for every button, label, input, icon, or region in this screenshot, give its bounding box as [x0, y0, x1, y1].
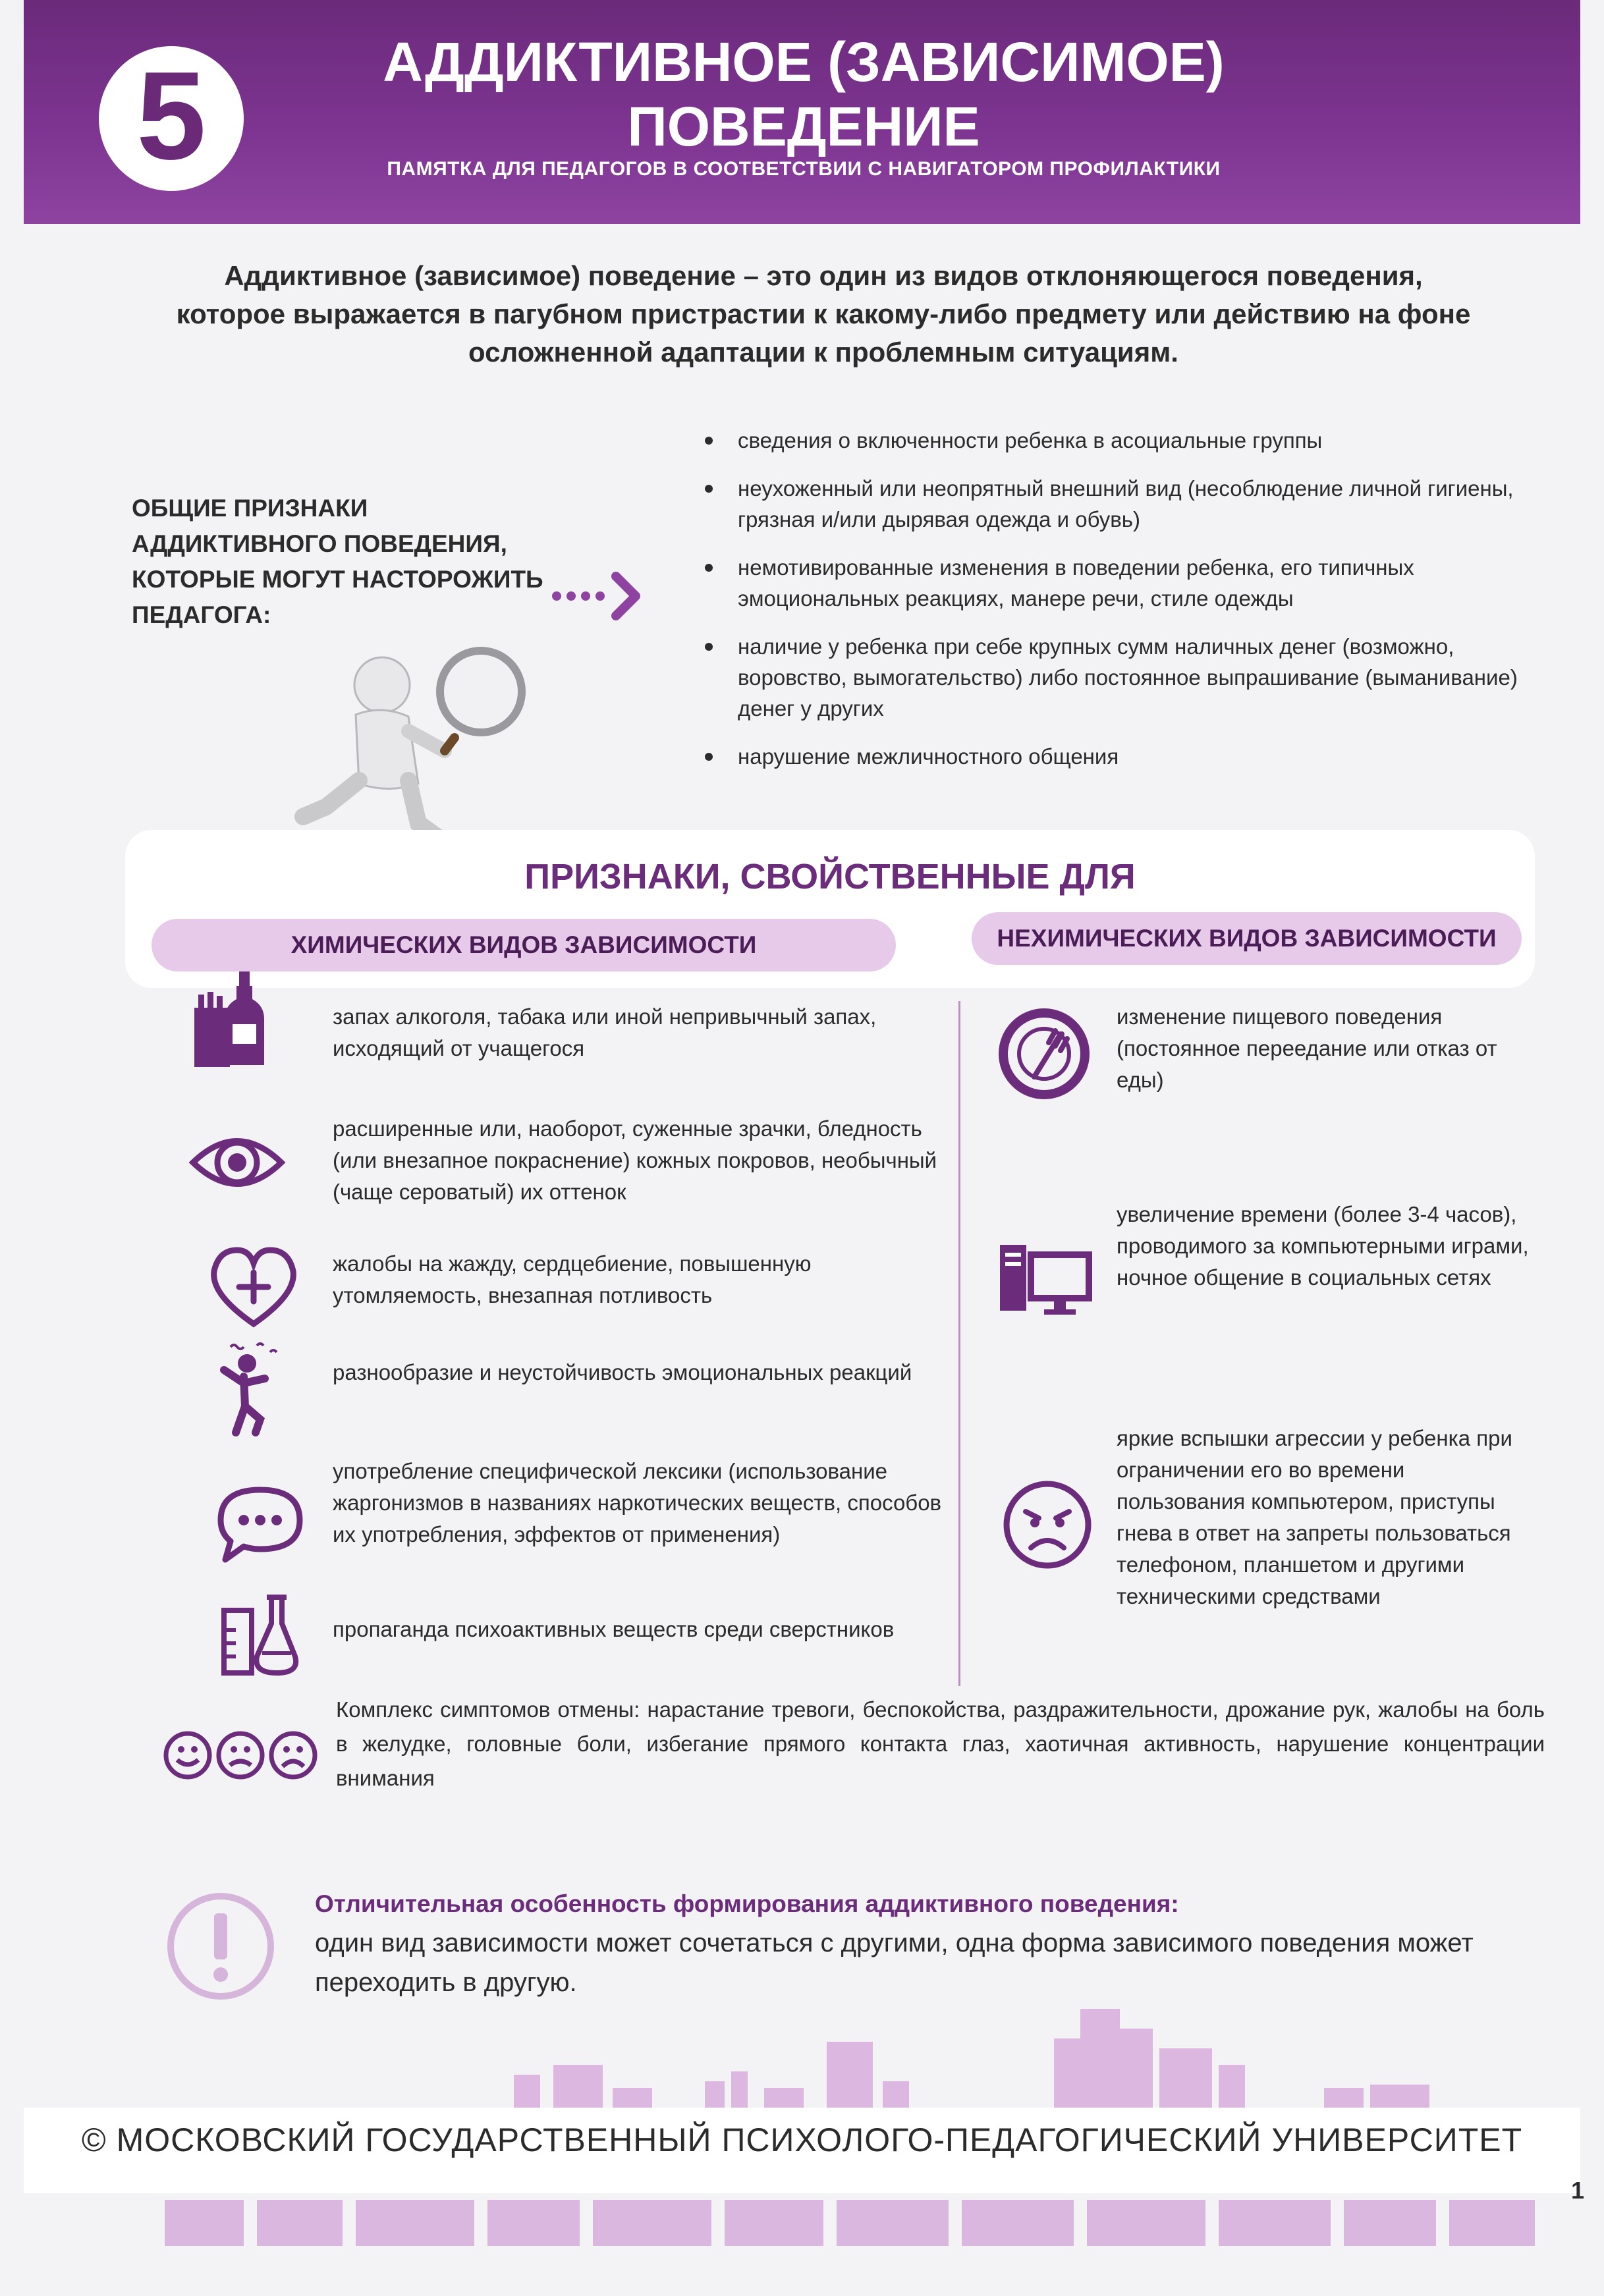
page-number: 1	[1571, 2177, 1585, 2204]
chemical-label-pill	[152, 919, 896, 971]
speech-bubble-icon	[211, 1475, 310, 1574]
nonchemical-label-pill	[972, 912, 1522, 965]
eye-icon	[188, 1113, 287, 1212]
chemical-label: ХИМИЧЕСКИХ ВИДОВ ЗАВИСИМОСТИ	[290, 931, 757, 958]
list-item: сведения о включенности ребенка в асоциальные группы	[705, 425, 1535, 456]
heart-plus-icon	[204, 1238, 303, 1337]
list-item: немотивированные изменения в поведении ребенка, его типичных эмоциональных реакциях, манере речи, стиле одежды	[705, 552, 1535, 614]
section-number: 5	[136, 46, 206, 186]
list-item: нарушение межличностного общения	[705, 741, 1535, 772]
chemical-sign-6: пропаганда психоактивных веществ среди сверстников	[333, 1617, 895, 1641]
magnifier-figure-illustration	[277, 639, 527, 863]
withdrawal-symptoms-text: Комплекс симптомов отмены: нарастание тревоги, беспокойства, раздражительности, дрожание рук, жалобы на боль в желудке, головные боли, избегание прямого контакта глаз, хаотичная активность, нарушение концентрации внимания	[336, 1697, 1545, 1790]
lab-flask-icon	[211, 1584, 310, 1683]
list-item: неухоженный или неопрятный внешний вид (несоблюдение личной гигиены, грязная и/или дырявая одежда и обувь)	[705, 473, 1535, 535]
arrow-dots-icon	[550, 566, 655, 626]
angry-face-icon	[998, 1475, 1097, 1574]
footer-copyright: © МОСКОВСКИЙ ГОСУДАРСТВЕННЫЙ ПСИХОЛОГО-ПЕДАГОГИЧЕСКИЙ УНИВЕРСИТЕТ	[81, 2121, 1523, 2158]
nonchemical-label: НЕХИМИЧЕСКИХ ВИДОВ ЗАВИСИМОСТИ	[997, 925, 1497, 952]
general-signs-list	[705, 425, 1535, 789]
note-heading: Отличительная особенность формирования аддиктивного поведения:	[315, 1890, 1179, 1917]
section-number-badge	[99, 46, 244, 191]
definition-text: Аддиктивное (зависимое) поведение – это один из видов отклоняющегося поведения, которое выражается в пагубном пристрастии к какому-либо предмету или действию на фоне осложненной адаптации к проблемным ситуациям.	[176, 260, 1471, 368]
general-signs-title: ОБЩИЕ ПРИЗНАКИ АДДИКТИВНОГО ПОВЕДЕНИЯ, КОТОРЫЕ МОГУТ НАСТОРОЖИТЬ ПЕДАГОГА:	[132, 495, 543, 628]
chemical-sign-4: разнообразие и неустойчивость эмоциональных реакций	[333, 1360, 912, 1384]
chemical-sign-2: расширенные или, наоборот, суженные зрачки, бледность (или внезапное покраснение) кожных покровов, необычный (чаще сероватый) их оттенок	[333, 1116, 937, 1204]
plate-fork-icon	[995, 1004, 1093, 1103]
bottom-block-decoration	[152, 2193, 1541, 2246]
chemical-sign-5: употребление специфической лексики (использование жаргонизмов в названиях наркотических веществ, способов их употребления, эффектов от применения)	[333, 1459, 942, 1546]
exclamation-icon	[165, 1890, 277, 2002]
computer-icon	[995, 1232, 1093, 1330]
signs-title: ПРИЗНАКИ, СВОЙСТВЕННЫЕ ДЛЯ	[524, 857, 1136, 896]
chemical-sign-3: жалобы на жажду, сердцебиение, повышенную утомляемость, внезапная потливость	[333, 1251, 812, 1307]
chemical-sign-1: запах алкоголя, табака или иной непривычный запах, исходящий от учащегося	[333, 1004, 877, 1060]
faces-icon	[161, 1726, 319, 1785]
column-divider	[958, 1001, 960, 1686]
bottle-cigarettes-icon	[188, 968, 287, 1067]
title-line-1: АДДИКТИВНОЕ (ЗАВИСИМОЕ)	[383, 31, 1225, 93]
title-line-2: ПОВЕДЕНИЕ	[627, 96, 980, 157]
nonchemical-sign-2: увеличение времени (более 3-4 часов), проводимого за компьютерными играми, ночное общение в социальных сетях	[1117, 1202, 1529, 1290]
nonchemical-sign-3: яркие вспышки агрессии у ребенка при ограничении его во времени пользования компьютером, приступы гнева в ответ на запреты пользоваться телефоном, планшетом и другими техническими средствами	[1117, 1426, 1512, 1608]
list-item: наличие у ребенка при себе крупных сумм наличных денег (возможно, воровство, вымогательство) либо постоянное выпрашивание (выманивание) денег у других	[705, 631, 1535, 724]
note-body: один вид зависимости может сочетаться с другими, одна форма зависимого поведения может переходить в другую.	[315, 1928, 1474, 1997]
dizzy-person-icon	[204, 1340, 303, 1439]
page-title	[277, 30, 1331, 159]
nonchemical-sign-1: изменение пищевого поведения (постоянное переедание или отказ от еды)	[1117, 1004, 1497, 1092]
page-subtitle: ПАМЯТКА ДЛЯ ПЕДАГОГОВ В СООТВЕТСТВИИ С НАВИГАТОРОМ ПРОФИЛАКТИКИ	[387, 158, 1221, 180]
